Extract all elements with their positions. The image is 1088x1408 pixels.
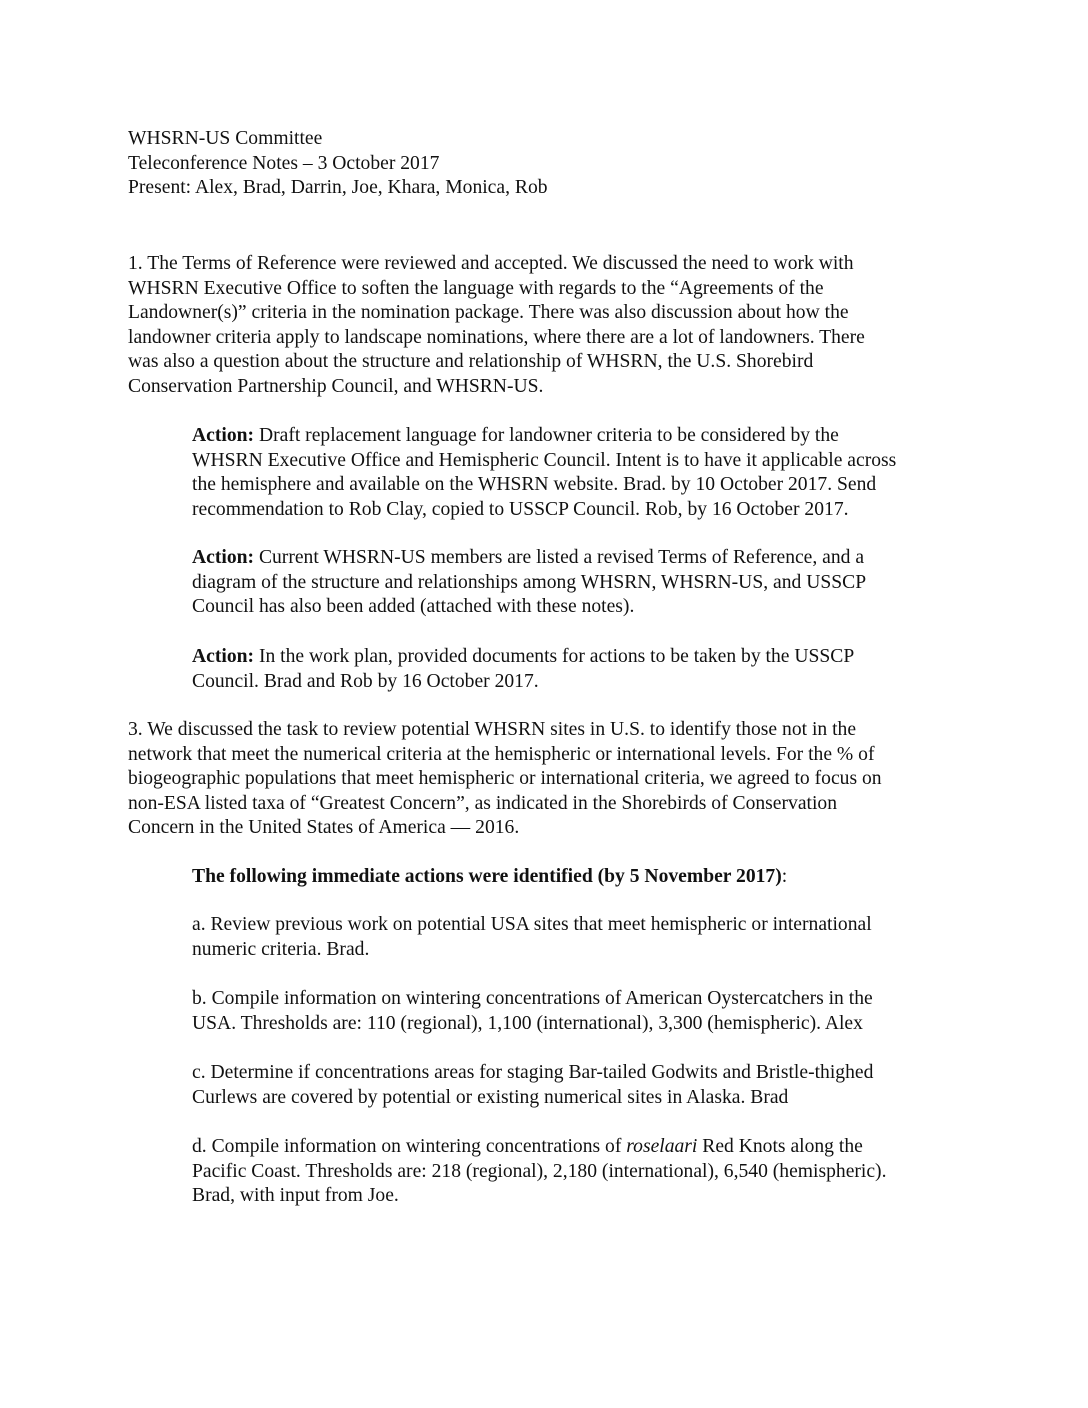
subitem-c [192,1061,972,1110]
subitem-a [192,913,972,962]
action-item-3 [192,645,972,694]
subitem-line: c. Determine if concentrations areas for staging Bar-tailed Godwits and Bristle-thighed [192,1062,874,1083]
meeting-title: Teleconference Notes – 3 October 2017 [128,152,440,174]
paragraph-line: landowner criteria apply to landscape nominations, where there are a lot of landowners. There [128,326,865,348]
action-item-1 [192,424,972,522]
attendees-line: Present: Alex, Brad, Darrin, Joe, Khara, Monica, Rob [128,177,548,199]
action-line: the hemisphere and available on the WHSRN website. Brad. by 10 October 2017. Send [192,474,877,496]
action-text: Current WHSRN-US members are listed a revised Terms of Reference, and a [254,547,865,568]
subitem-b [192,987,972,1036]
paragraph-line: non-ESA listed taxa of “Greatest Concern”, as indicated in the Shorebirds of Conservation [128,792,838,814]
action-item-2 [192,546,972,620]
item-3-paragraph [128,718,958,841]
action-line: Council has also been added (attached with these notes). [192,596,635,618]
subitem-line: Curlews are covered by potential or existing numerical sites in Alaska. Brad [192,1086,789,1108]
subitem-line: Brad, with input from Joe. [192,1185,399,1207]
paragraph-line: Landowner(s)” criteria in the nomination package. There was also discussion about how the [128,302,849,324]
action-line: WHSRN Executive Office and Hemispheric Council. Intent is to have it applicable across [192,449,897,471]
paragraph-line: 1. The Terms of Reference were reviewed and accepted. We discussed the need to work with [128,253,854,274]
document-header [128,127,988,201]
action-label: Action: [192,547,255,568]
action-line: diagram of the structure and relationships among WHSRN, WHSRN-US, and USSCP [192,571,867,593]
paragraph-line: Conservation Partnership Council, and WHSRN-US. [128,375,544,397]
paragraph-line: was also a question about the structure and relationship of WHSRN, the U.S. Shorebird [128,351,814,373]
immediate-actions-heading: The following immediate actions were identified (by 5 November 2017): [192,866,788,887]
subitem-line: numeric criteria. Brad. [192,938,370,960]
subitem-line: a. Review previous work on potential USA sites that meet hemispheric or international [192,914,872,935]
subitem-line: Pacific Coast. Thresholds are: 218 (regional), 2,180 (international), 6,540 (hemispheric). [192,1160,887,1182]
paragraph-line: Concern in the United States of America — 2016. [128,817,520,839]
subitem-line: b. Compile information on wintering concentrations of American Oystercatchers in the [192,988,873,1009]
action-text: Draft replacement language for landowner criteria to be considered by the [254,425,839,446]
action-label: Action: [192,646,255,667]
paragraph-line: 3. We discussed the task to review potential WHSRN sites in U.S. to identify those not in the [128,719,857,740]
committee-name: WHSRN-US Committee [128,128,323,149]
action-label: Action: [192,425,255,446]
species-name: roselaari [626,1136,698,1157]
action-line: Council. Brad and Rob by 16 October 2017. [192,670,539,692]
action-line: recommendation to Rob Clay, copied to USSCP Council. Rob, by 16 October 2017. [192,498,849,520]
subitem-line: USA. Thresholds are: 110 (regional), 1,100 (international), 3,300 (hemispheric). Alex [192,1012,863,1034]
paragraph-line: network that meet the numerical criteria at the hemispheric or international levels. For the % of [128,743,875,765]
paragraph-line: biogeographic populations that meet hemispheric or international criteria, we agreed to focus on [128,768,882,790]
action-text: In the work plan, provided documents for actions to be taken by the USSCP [254,646,855,667]
paragraph-line: WHSRN Executive Office to soften the language with regards to the “Agreements of the [128,277,824,299]
item-1-paragraph [128,252,958,400]
subitem-d: d. Compile information on wintering concentrations of roselaari Red Knots along the Pacific Coast. Thresholds are: 218 (regional), 2,180 (international), 6,540 (hemispheric). Brad, with input from Joe. [192,1135,972,1209]
